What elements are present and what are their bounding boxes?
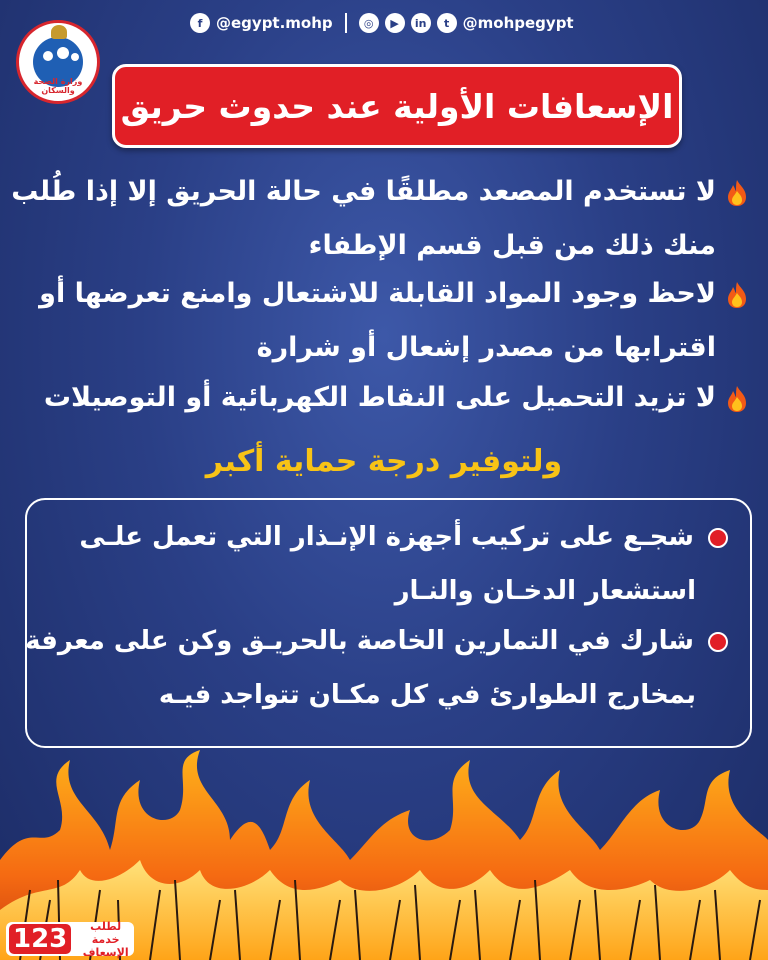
social-handle[interactable]: @mohpegypt: [462, 14, 574, 32]
fire-icon: [726, 281, 748, 309]
family-icon-child: [71, 53, 79, 61]
family-icon-adult: [57, 47, 69, 59]
instagram-icon[interactable]: ◎: [359, 13, 379, 33]
divider: [345, 13, 347, 33]
protection-1-line-2: [395, 576, 696, 606]
tip-text: اقترابها من مصدر إشعال أو شرارة: [256, 332, 716, 363]
protection-2-line-1: [25, 626, 728, 656]
bullet-dot-icon: [708, 528, 728, 548]
facebook-icon[interactable]: f: [190, 13, 210, 33]
youtube-icon[interactable]: ▶: [385, 13, 405, 33]
eagle-icon: [51, 25, 67, 39]
tip-text: لا تزيد التحميل على النقاط الكهربائية أو التوصيلات: [43, 382, 716, 413]
hotline-badge: [6, 919, 134, 959]
tip-1-line-1: [11, 176, 748, 207]
tip-text: منك ذلك من قبل قسم الإطفاء: [308, 230, 716, 261]
logo-text: وزارة الصحة والسكان: [33, 77, 83, 95]
protection-text: بمخارج الطوارئ في كل مكـان تتواجد فيـه: [158, 680, 696, 710]
protection-2-line-2: [159, 680, 696, 710]
protection-1-line-1: [79, 522, 728, 552]
fire-icon: [726, 179, 748, 207]
tip-1-line-2: [309, 230, 716, 261]
tip-3-line-1: [44, 382, 748, 413]
section-subheading: ولتوفير درجة حماية أكبر: [205, 444, 563, 479]
ministry-logo: [16, 20, 100, 104]
hotline-number: 123: [9, 924, 71, 954]
facebook-handle[interactable]: @egypt.mohp: [216, 14, 333, 32]
page-title: الإسعافات الأولية عند حدوث حريق: [120, 86, 674, 126]
hotline-label: لطلب خدمة الإسعاف: [82, 919, 129, 959]
protection-text: شارك في التمارين الخاصة بالحريـق وكن على معرفة: [25, 626, 694, 656]
title-banner: [112, 64, 682, 148]
social-bar: [190, 10, 574, 36]
fire-icon: [726, 385, 748, 413]
tip-2-line-2: [257, 332, 716, 363]
bullet-dot-icon: [708, 632, 728, 652]
family-icon: [43, 51, 53, 61]
tip-2-line-1: [39, 278, 748, 309]
linkedin-icon[interactable]: in: [411, 13, 431, 33]
twitter-icon[interactable]: t: [437, 13, 457, 33]
tip-text: لا تستخدم المصعد مطلقًا في حالة الحريق إلا إذا طُلب: [11, 176, 716, 207]
tip-text: لاحظ وجود المواد القابلة للاشتعال وامنع تعرضها أو: [39, 278, 716, 309]
protection-text: استشعار الدخـان والنـار: [394, 576, 696, 606]
protection-text: شجـع على تركيب أجهزة الإنـذار التي تعمل علـى: [79, 522, 694, 552]
